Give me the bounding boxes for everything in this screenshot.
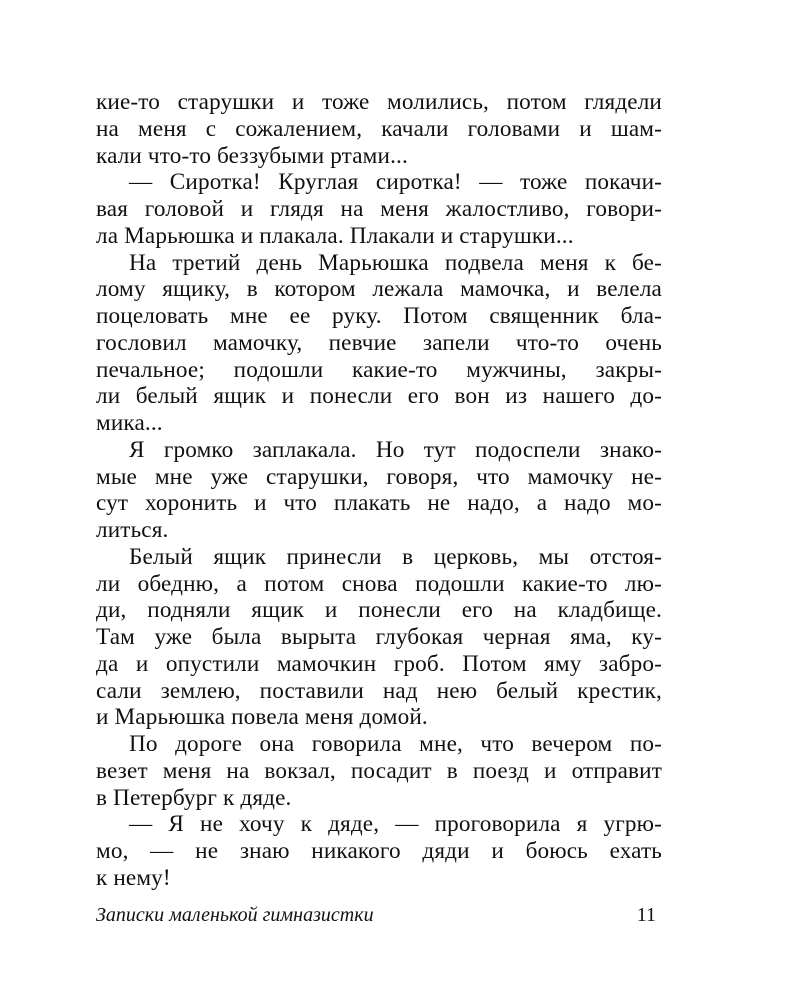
running-title: Записки маленькой гимназистки — [96, 904, 374, 926]
text-line: везет меня на вокзал, посадит в поезд и отправит — [96, 757, 662, 784]
text-line: ли белый ящик и понесли его вон из нашего до- — [96, 383, 662, 410]
text-line: в Петербург к дяде. — [96, 784, 292, 811]
text-line: мо, — не знаю никакого дяди и боюсь ехать — [96, 838, 662, 864]
text-line: — Сиротка! Круглая сиротка! — тоже покачи- — [129, 169, 662, 196]
text-line: к нему! — [96, 864, 171, 891]
text-line: и Марьюшка повела меня домой. — [96, 704, 428, 731]
text-line: да и опустили мамочкин гроб. Потом яму забро- — [96, 650, 662, 677]
text-line: мика... — [96, 410, 163, 436]
text-line: лому ящику, в котором лежала мамочка, и велела — [96, 276, 662, 303]
page-number: 11 — [636, 904, 656, 926]
text-line: По дороге она говорила мне, что вечером по- — [129, 731, 662, 757]
text-line: ла Марьюшка и плакала. Плакали и старушки... — [96, 222, 574, 249]
text-line: кали что-то беззубыми ртами... — [96, 142, 408, 169]
text-line: мые мне уже старушки, говоря, что мамочку не- — [96, 463, 662, 490]
text-line: печальное; подошли какие-то мужчины, закры- — [96, 356, 662, 383]
text-line: на меня с сожалением, качали головами и шам- — [96, 115, 662, 142]
text-line: На третий день Марьюшка подвела меня к бе- — [129, 249, 662, 276]
text-line: — Я не хочу к дяде, — проговорила я угрю- — [129, 811, 662, 838]
text-line: ди, подняли ящик и понесли его на кладбище. — [96, 597, 662, 624]
body-text — [96, 89, 662, 892]
text-line: сали землею, поставили над нею белый крестик, — [96, 677, 662, 704]
text-line: Я громко заплакала. Но тут подоспели знако- — [129, 436, 662, 463]
text-line: вая головой и глядя на меня жалостливо, говори- — [96, 196, 662, 222]
text-line: литься. — [96, 517, 169, 543]
text-line: ли обедню, а потом снова подошли какие-то лю- — [96, 570, 662, 597]
text-line: кие-то старушки и тоже молились, потом глядели — [96, 89, 662, 115]
text-line: Там уже была вырыта глубокая черная яма, ку- — [96, 624, 662, 650]
text-line: гословил мамочку, певчие запели что-то очень — [96, 329, 662, 356]
text-line: поцеловать мне ее руку. Потом священник бла- — [96, 303, 662, 329]
text-line: Белый ящик принесли в церковь, мы отстоя- — [129, 543, 662, 570]
page-footer — [96, 900, 662, 930]
text-line: сут хоронить и что плакать не надо, а надо мо- — [96, 490, 662, 517]
